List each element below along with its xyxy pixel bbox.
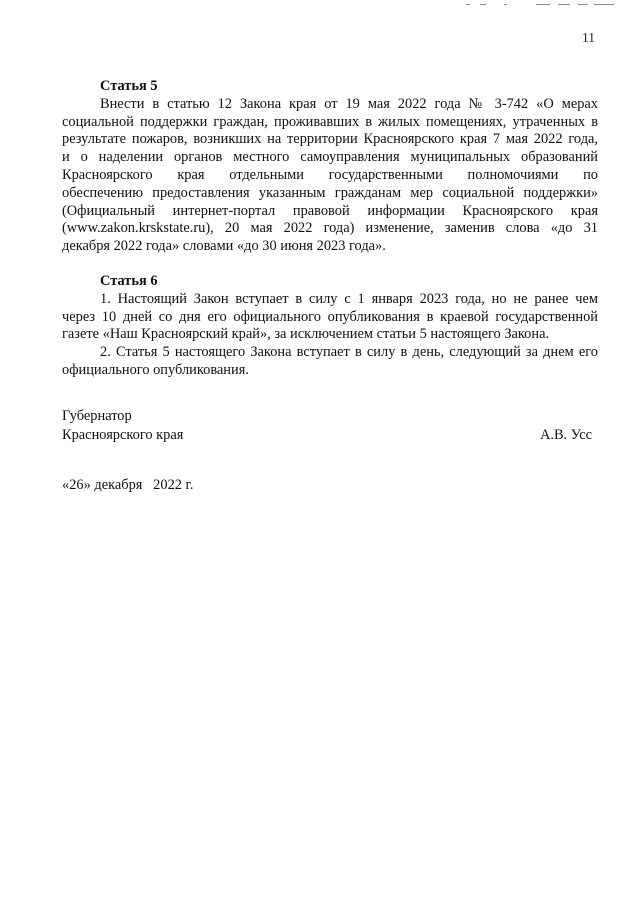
article-6-paragraph-2 (62, 344, 598, 380)
text-line: (Официальный интернет-портал правовой информации Красноярского края (62, 202, 598, 219)
text-line: (www.zakon.krskstate.ru), 20 мая 2022 года) изменение, заменив слова «до 31 (62, 220, 598, 237)
signatory-name: А.В. Усс (539, 426, 592, 443)
text-line: через 10 дней со дня его официального опубликования в краевой государственной (62, 308, 598, 325)
article-5-paragraph (62, 96, 598, 256)
signature-block (62, 407, 592, 444)
article-5-heading: Статья 5 (100, 78, 158, 94)
scan-artifact-marks (466, 4, 616, 8)
text-line: декабря 2022 года» словами «до 30 июня 2023 года». (62, 238, 386, 255)
article-6 (62, 273, 598, 380)
signatory-position: Губернатор (62, 408, 132, 424)
signatory-region: Красноярского края (62, 426, 184, 443)
article-6-heading: Статья 6 (100, 272, 158, 289)
text-line: Красноярского края отдельными государственными полномочиями по (62, 166, 598, 183)
text-line: Внести в статью 12 Закона края от 19 мая 2022 года № 3-742 «О мерах (100, 95, 598, 112)
text-line: и о наделении органов местного самоуправления муниципальных образований (62, 149, 598, 166)
article-6-paragraph-1 (62, 291, 598, 344)
text-line: результате пожаров, возникших на территории Красноярского края 7 мая 2022 года, (62, 131, 598, 148)
article-5 (62, 78, 598, 256)
text-line: официального опубликования. (62, 361, 249, 378)
text-line: обеспечению предоставления указанным гражданам мер социальной поддержки» (62, 184, 598, 201)
text-line: социальной поддержки граждан, проживавших в жилых помещениях, утраченных в (62, 113, 598, 130)
signing-date: «26» декабря 2022 г. (62, 477, 194, 493)
text-line: газете «Наш Красноярский край», за исключением статьи 5 настоящего Закона. (62, 326, 550, 343)
document-body (62, 78, 598, 397)
text-line: 1. Настоящий Закон вступает в силу с 1 января 2023 года, но не ранее чем (100, 290, 598, 307)
text-line: 2. Статья 5 настоящего Закона вступает в силу в день, следующий за днем его (100, 344, 598, 361)
page-number: 11 (582, 30, 595, 45)
